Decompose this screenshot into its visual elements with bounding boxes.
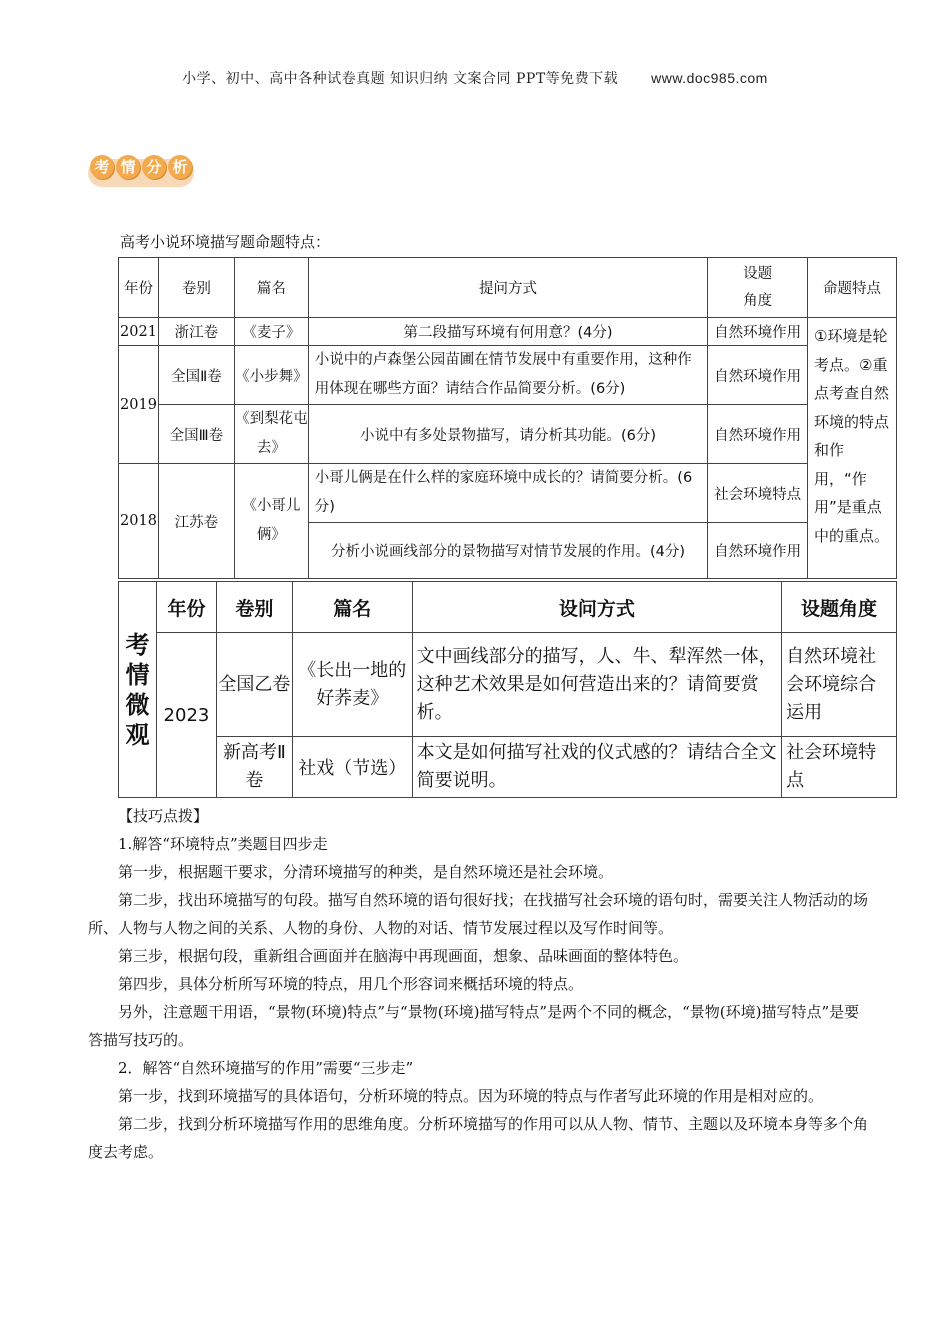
col-header-angle bbox=[708, 258, 808, 318]
tips-heading: 【技巧点拨】 bbox=[118, 807, 209, 825]
section-badge bbox=[88, 155, 198, 187]
cell-year: 2023 bbox=[156, 633, 216, 798]
cell-title: 《麦子》 bbox=[234, 318, 308, 346]
col-header-question: 设问方式 bbox=[412, 582, 781, 633]
paragraph: 第二步，找出环境描写的句段。描写自然环境的语句很好找；在找描写社会环境的语句时，需要关注人物活动的场所、人物与人物之间的关系、人物的身份、人物的对话、情节发展过程以及写作时间等。 bbox=[88, 891, 869, 937]
col-header-year: 年份 bbox=[119, 258, 159, 318]
cell-angle: 自然环境作用 bbox=[708, 405, 808, 464]
side-label-char: 微 bbox=[125, 690, 150, 719]
table-row bbox=[119, 633, 897, 737]
col-header-paper: 卷别 bbox=[216, 582, 292, 633]
cell-question: 小说中有多处景物描写，请分析其功能。(6分) bbox=[308, 405, 707, 464]
cell-question: 小哥儿俩是在什么样的家庭环境中成长的？请简要分析。(6分) bbox=[308, 464, 707, 523]
cell-question: 文中画线部分的描写，人、牛、犁浑然一体，这种艺术效果是如何营造出来的？请简要赏析。 bbox=[412, 633, 781, 737]
cell-paper: 全国Ⅱ卷 bbox=[158, 346, 234, 405]
cell-paper: 全国Ⅲ卷 bbox=[158, 405, 234, 464]
col-header-angle-line1: 设题 bbox=[743, 265, 773, 282]
badge-char: 分 bbox=[142, 155, 166, 179]
cell-title: 社戏（节选） bbox=[292, 737, 412, 798]
badge-char: 考 bbox=[90, 155, 114, 179]
cell-title: 《小哥儿俩》 bbox=[234, 464, 308, 579]
cell-angle: 自然环境社会环境综合运用 bbox=[782, 633, 897, 737]
cell-angle: 自然环境作用 bbox=[708, 318, 808, 346]
cell-question: 小说中的卢森堡公园苗圃在情节发展中有重要作用，这种作用体现在哪些方面？请结合作品简要分析。(6分) bbox=[308, 346, 707, 405]
col-header-feature: 命题特点 bbox=[808, 258, 897, 318]
cell-paper: 浙江卷 bbox=[158, 318, 234, 346]
cell-angle: 社会环境特点 bbox=[782, 737, 897, 798]
cell-question: 本文是如何描写社戏的仪式感的？请结合全文简要说明。 bbox=[412, 737, 781, 798]
col-header-year: 年份 bbox=[156, 582, 216, 633]
cell-angle: 自然环境作用 bbox=[708, 346, 808, 405]
cell-question: 第二段描写环境有何用意？(4分) bbox=[308, 318, 707, 346]
col-header-angle-line2: 角度 bbox=[743, 292, 773, 309]
cell-paper: 新高考Ⅱ卷 bbox=[216, 737, 292, 798]
cell-angle: 社会环境特点 bbox=[708, 464, 808, 523]
table-row bbox=[119, 737, 897, 798]
col-header-angle: 设题角度 bbox=[782, 582, 897, 633]
badge-char: 析 bbox=[168, 155, 192, 179]
cell-paper: 江苏卷 bbox=[158, 464, 234, 579]
paragraph: 第四步，具体分析所写环境的特点，用几个形容词来概括环境的特点。 bbox=[118, 975, 584, 993]
paragraph: 第一步，根据题干要求，分清环境描写的种类，是自然环境还是社会环境。 bbox=[118, 863, 614, 881]
col-header-title: 篇名 bbox=[292, 582, 412, 633]
badge-char: 情 bbox=[116, 155, 140, 179]
exam-table-2018-2021 bbox=[118, 257, 897, 579]
cell-question: 分析小说画线部分的景物描写对情节发展的作用。(4分) bbox=[308, 523, 707, 579]
intro-line: 高考小说环境描写题命题特点： bbox=[120, 233, 331, 251]
cell-feature: ①环境是轮考点。②重点考查自然环境的特点和作用，“作用”是重点中的重点。 bbox=[808, 318, 897, 579]
col-header-paper: 卷别 bbox=[158, 258, 234, 318]
tips-subheading: 2．解答“自然环境描写的作用”需要“三步走” bbox=[118, 1059, 414, 1077]
cell-year: 2018 bbox=[119, 464, 159, 579]
cell-title: 《长出一地的好荞麦》 bbox=[292, 633, 412, 737]
table-row bbox=[119, 318, 897, 346]
cell-paper: 全国乙卷 bbox=[216, 633, 292, 737]
tips-subheading: 1.解答“环境特点”类题目四步走 bbox=[118, 835, 328, 853]
cell-year: 2021 bbox=[119, 318, 159, 346]
paragraph: 第一步，找到环境描写的具体语句，分析环境的特点。因为环境的特点与作者写此环境的作用是相对应的。 bbox=[118, 1087, 824, 1105]
paragraph: 另外，注意题干用语，“景物(环境)特点”与“景物(环境)描写特点”是两个不同的概念，“景物(环境)描写特点”是要答描写技巧的。 bbox=[88, 1003, 860, 1049]
page-header bbox=[0, 68, 950, 88]
tips-section bbox=[88, 802, 868, 1166]
cell-angle: 自然环境作用 bbox=[708, 523, 808, 579]
col-header-question: 提问方式 bbox=[308, 258, 707, 318]
table-row bbox=[119, 405, 897, 464]
side-label bbox=[119, 582, 157, 798]
exam-table-2023 bbox=[118, 581, 897, 798]
side-label-char: 情 bbox=[125, 660, 150, 689]
table-row bbox=[119, 464, 897, 523]
header-text: 小学、初中、高中各种试卷真题 知识归纳 文案合同 PPT等免费下载 bbox=[182, 71, 619, 87]
paragraph: 第三步，根据句段，重新组合画面并在脑海中再现画面，想象、品味画面的整体特色。 bbox=[118, 947, 689, 965]
side-label-char: 观 bbox=[125, 720, 150, 749]
cell-title: 《到梨花屯去》 bbox=[234, 405, 308, 464]
side-label-char: 考 bbox=[125, 630, 150, 659]
cell-year: 2019 bbox=[119, 346, 159, 464]
paragraph: 第二步，找到分析环境描写作用的思维角度。分析环境描写的作用可以从人物、情节、主题以及环境本身等多个角度去考虑。 bbox=[88, 1115, 869, 1161]
header-url[interactable]: www.doc985.com bbox=[651, 70, 768, 86]
cell-title: 《小步舞》 bbox=[234, 346, 308, 405]
table-row bbox=[119, 346, 897, 405]
col-header-title: 篇名 bbox=[234, 258, 308, 318]
